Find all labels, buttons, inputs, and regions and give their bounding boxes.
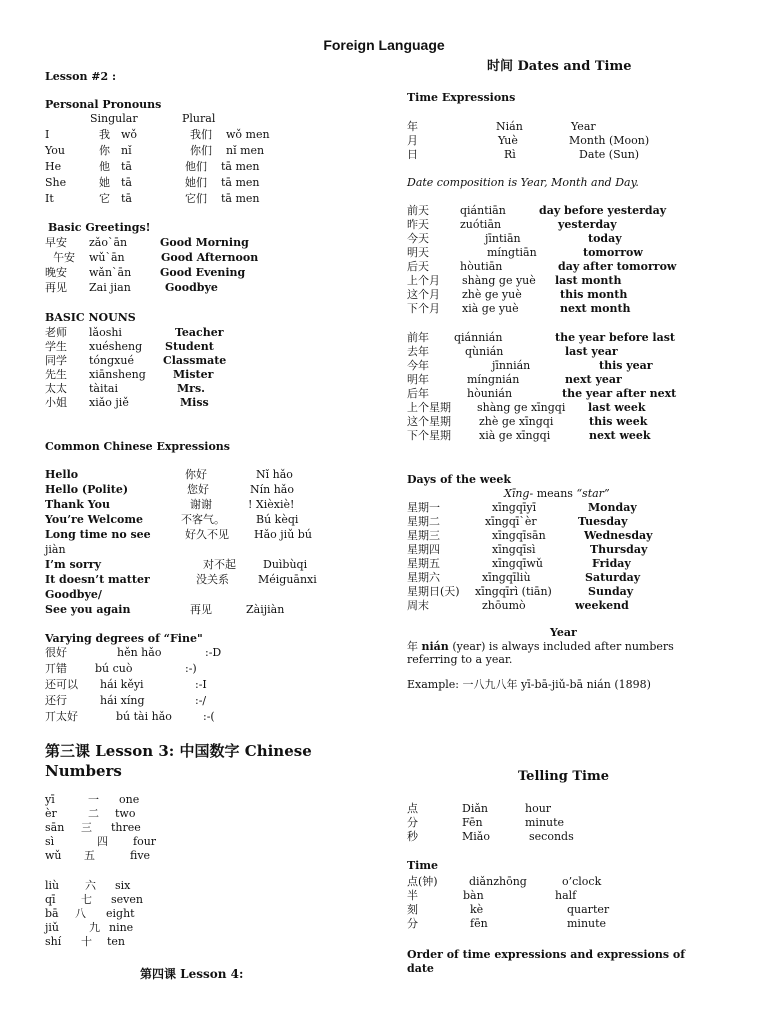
number-py: liù: [45, 879, 60, 892]
pronoun-singular-ch: 他: [99, 160, 110, 173]
weekday-ch: 星期三: [407, 529, 440, 542]
year-en: last week: [588, 401, 646, 414]
xing-note-star: “star”: [576, 487, 610, 500]
weekday-ch: 周末: [407, 599, 429, 612]
number-en: five: [130, 849, 151, 862]
noun-en: Student: [165, 340, 214, 353]
year-py: qiánnián: [454, 331, 503, 344]
noun-py: tàitai: [89, 382, 118, 395]
weekday-py: xīngqī`èr: [485, 515, 537, 528]
xing-note-means: - means: [529, 487, 577, 500]
expression-ch: 谢谢: [190, 498, 212, 511]
expression-py: Nín hǎo: [250, 483, 294, 496]
fine-py: hái xíng: [100, 694, 145, 707]
day-en: day after tomorrow: [558, 260, 677, 273]
year-py: qùnián: [465, 345, 504, 358]
expression-py: ! Xièxiè!: [248, 498, 295, 511]
order-heading: Order of time expressions and expressions of: [407, 948, 685, 961]
xing-note: [504, 487, 610, 501]
date-composition-note: Date composition is Year, Month and Day.: [407, 176, 639, 189]
weekday-py: xīngqīsān: [492, 529, 546, 542]
year-ch: 去年: [407, 345, 429, 358]
lesson-3-heading: 第三课 Lesson 3: 中国数字 Chinese: [45, 742, 312, 760]
expressions-heading: Common Chinese Expressions: [45, 440, 231, 453]
telling-ch: 点: [407, 802, 418, 815]
weekday-en: Friday: [592, 557, 631, 570]
weekday-py: xīngqīsì: [492, 543, 536, 556]
fine-py: bú cuò: [95, 662, 133, 675]
year-en: the year after next: [562, 387, 677, 400]
time-expr-en: Month (Moon): [569, 134, 650, 147]
weekday-ch: 星期六: [407, 571, 440, 584]
year-heading: Year: [550, 626, 577, 639]
year-note-line-1: [407, 640, 674, 654]
greeting-en: Goodbye: [165, 281, 218, 294]
pronoun-en: You: [45, 144, 66, 157]
number-en: six: [115, 879, 131, 892]
pronoun-en: It: [45, 192, 54, 205]
time-py: diǎnzhōng: [469, 875, 527, 888]
fine-emoticon: :-I: [195, 678, 207, 691]
expression-en: It doesn’t matter: [45, 573, 150, 586]
noun-en: Classmate: [163, 354, 227, 367]
day-ch: 明天: [407, 246, 429, 259]
number-ch: 一: [88, 793, 99, 806]
number-en: ten: [107, 935, 126, 948]
year-py: zhè ge xīngqi: [479, 415, 554, 428]
greeting-py: wǔ`ān: [89, 251, 125, 264]
lesson-4-heading: 第四课 Lesson 4:: [140, 967, 244, 981]
fine-heading: Varying degrees of “Fine": [45, 632, 203, 645]
number-ch: 二: [88, 807, 99, 820]
number-py: jiǔ: [45, 921, 60, 934]
weekday-en: Sunday: [588, 585, 634, 598]
fine-ch: 丌错: [45, 662, 67, 675]
fine-ch: 丌太好: [45, 710, 78, 723]
pronoun-singular-ch: 她: [99, 176, 110, 189]
expression-en: You’re Welcome: [45, 513, 143, 526]
day-ch: 前天: [407, 204, 429, 217]
weekday-py: xīngqīwǔ: [492, 557, 543, 570]
expression-wrap-text: jiàn: [45, 543, 66, 556]
noun-en: Mrs.: [177, 382, 205, 395]
time-ch: 刻: [407, 903, 418, 916]
day-ch: 这个月: [407, 288, 440, 301]
noun-en: Teacher: [175, 326, 224, 339]
expression-py: Bú kèqi: [256, 513, 299, 526]
day-py: shàng ge yuè: [462, 274, 536, 287]
day-py: hòutiān: [460, 260, 503, 273]
telling-py: Fēn: [462, 816, 483, 829]
time-expr-en: Year: [571, 120, 596, 133]
number-ch: 四: [97, 835, 108, 848]
noun-ch: 先生: [45, 368, 67, 381]
time-expr-ch: 月: [407, 134, 418, 147]
telling-ch: 秒: [407, 830, 418, 843]
expression-py: Méiguānxi: [258, 573, 317, 586]
lesson-2-label: Lesson #2 :: [45, 70, 117, 83]
noun-py: tóngxué: [89, 354, 134, 367]
pronoun-plural-py: tā men: [221, 160, 260, 173]
year-en: this year: [599, 359, 653, 372]
number-en: seven: [111, 893, 143, 906]
weekday-en: weekend: [575, 599, 629, 612]
number-ch: 五: [84, 849, 95, 862]
time-expr-ch: 日: [407, 148, 418, 161]
year-note-line-2: referring to a year.: [407, 653, 513, 666]
telling-en: hour: [525, 802, 552, 815]
number-py: wǔ: [45, 849, 62, 862]
noun-ch: 同学: [45, 354, 67, 367]
number-py: shí: [45, 935, 62, 948]
day-py: qiántiān: [460, 204, 506, 217]
nouns-heading: BASIC NOUNS: [45, 311, 136, 324]
expression-py: Zàijiàn: [246, 603, 285, 616]
pronoun-singular-py: tā: [121, 160, 132, 173]
document-title: Foreign Language: [323, 37, 445, 53]
plural-header: Plural: [182, 112, 216, 125]
year-ch: 下个星期: [407, 429, 451, 442]
time-en: minute: [567, 917, 607, 930]
day-en: day before yesterday: [539, 204, 667, 217]
noun-en: Miss: [180, 396, 209, 409]
weekday-en: Saturday: [585, 571, 641, 584]
expression-ch: 好久不见: [185, 528, 229, 541]
year-ch: 前年: [407, 331, 429, 344]
weekday-en: Tuesday: [578, 515, 628, 528]
number-ch: 九: [89, 921, 100, 934]
greeting-en: Good Afternoon: [161, 251, 259, 264]
year-py: xià ge xīngqi: [479, 429, 551, 442]
fine-ch: 很好: [45, 646, 67, 659]
pronoun-singular-ch: 我: [99, 128, 110, 141]
time-py: kè: [470, 903, 484, 916]
days-of-week-heading: Days of the week: [407, 473, 511, 486]
year-en: the year before last: [555, 331, 676, 344]
year-en: this week: [589, 415, 648, 428]
telling-ch: 分: [407, 816, 418, 829]
pronoun-en: He: [45, 160, 62, 173]
greeting-ch: 午安: [53, 251, 75, 264]
expression-ch: 再见: [190, 603, 212, 616]
day-py: xià ge yuè: [462, 302, 519, 315]
pronoun-singular-ch: 它: [99, 192, 110, 205]
noun-ch: 老师: [45, 326, 67, 339]
number-py: sì: [45, 835, 55, 848]
weekday-ch: 星期日(天): [407, 585, 460, 598]
greetings-heading: Basic Greetings!: [48, 221, 151, 234]
year-py: jīnnián: [492, 359, 531, 372]
number-ch: 七: [81, 893, 92, 906]
fine-emoticon: :-(: [203, 710, 215, 723]
number-py: sān: [45, 821, 65, 834]
year-py: shàng ge xīngqi: [477, 401, 566, 414]
number-py: èr: [45, 807, 57, 820]
year-en: next year: [565, 373, 622, 386]
fine-emoticon: :-): [185, 662, 197, 675]
time-expr-py: Nián: [496, 120, 523, 133]
time-ch: 点(钟): [407, 875, 438, 888]
number-py: qī: [45, 893, 56, 906]
pronoun-plural-py: nǐ men: [226, 144, 265, 157]
weekday-en: Monday: [588, 501, 637, 514]
pronoun-plural-ch: 我们: [190, 128, 212, 141]
time-en: o’clock: [562, 875, 602, 888]
greeting-py: wǎn`ān: [89, 266, 132, 279]
greeting-en: Good Evening: [160, 266, 246, 279]
noun-py: xiānsheng: [89, 368, 146, 381]
noun-py: xiǎo jiě: [89, 396, 129, 409]
year-en: next week: [589, 429, 651, 442]
greeting-ch: 再见: [45, 281, 67, 294]
pronoun-singular-ch: 你: [99, 144, 110, 157]
fine-ch: 还可以: [45, 678, 78, 691]
time-expr-en: Date (Sun): [579, 148, 640, 161]
telling-py: Miǎo: [462, 830, 490, 843]
number-py: yī: [45, 793, 55, 806]
weekday-py: xīngqīyī: [492, 501, 537, 514]
telling-time-heading: Telling Time: [518, 769, 609, 784]
expression-en: I’m sorry: [45, 558, 101, 571]
year-ch: 后年: [407, 387, 429, 400]
day-en: next month: [560, 302, 631, 315]
time-py: bàn: [463, 889, 484, 902]
number-py: bā: [45, 907, 59, 920]
day-en: today: [588, 232, 622, 245]
expression-en: Hello: [45, 468, 79, 481]
fine-py: hái kěyi: [100, 678, 144, 691]
year-en: last year: [565, 345, 618, 358]
year-note-pinyin: nián: [421, 640, 449, 653]
pronoun-plural-py: tā men: [221, 176, 260, 189]
day-py: míngtiān: [487, 246, 537, 259]
noun-ch: 学生: [45, 340, 67, 353]
time-expr-ch: 年: [407, 120, 418, 133]
greeting-py: Zai jian: [89, 281, 131, 294]
time-ch: 半: [407, 889, 418, 902]
time-expr-py: Rì: [504, 148, 516, 161]
number-ch: 十: [81, 935, 92, 948]
expression-en: Thank You: [45, 498, 110, 511]
year-example: Example: 一八九八年 yī-bā-jiǔ-bā nián (1898): [407, 678, 651, 691]
pronoun-en: I: [45, 128, 50, 141]
weekday-py: xīngqīliù: [482, 571, 531, 584]
day-py: jīntiān: [485, 232, 521, 245]
day-ch: 上个月: [407, 274, 440, 287]
day-en: yesterday: [558, 218, 617, 231]
weekday-py: zhōumò: [482, 599, 526, 612]
order-heading-wrap: date: [407, 962, 434, 975]
expression-ch: 不客气。: [181, 513, 225, 526]
day-ch: 下个月: [407, 302, 440, 315]
pronoun-en: She: [45, 176, 67, 189]
pronoun-singular-py: tā: [121, 192, 132, 205]
fine-emoticon: :-/: [195, 694, 207, 707]
number-en: nine: [109, 921, 134, 934]
expression-en: Hello (Polite): [45, 483, 129, 496]
telling-en: minute: [525, 816, 565, 829]
day-py: zhè ge yuè: [462, 288, 522, 301]
weekday-ch: 星期五: [407, 557, 440, 570]
greeting-py: zǎo`ān: [89, 236, 128, 249]
year-note-ch: 年: [407, 640, 418, 653]
singular-header: Singular: [90, 112, 138, 125]
day-ch: 今天: [407, 232, 429, 245]
expression-en: Long time no see: [45, 528, 151, 541]
pronoun-plural-py: wǒ men: [226, 128, 270, 141]
greeting-en: Good Morning: [160, 236, 249, 249]
expression-ch: 你好: [185, 468, 207, 481]
time-expr-py: Yuè: [498, 134, 518, 147]
pronoun-plural-ch: 你们: [190, 144, 212, 157]
expression-en: See you again: [45, 603, 131, 616]
noun-en: Mister: [173, 368, 214, 381]
day-ch: 昨天: [407, 218, 429, 231]
year-py: míngnián: [467, 373, 520, 386]
pronoun-plural-ch: 它们: [185, 192, 207, 205]
noun-py: lǎoshi: [89, 326, 122, 339]
day-ch: 后天: [407, 260, 429, 273]
year-ch: 这个星期: [407, 415, 451, 428]
number-ch: 六: [85, 879, 96, 892]
weekday-ch: 星期一: [407, 501, 440, 514]
day-en: this month: [560, 288, 628, 301]
pronoun-plural-ch: 他们: [185, 160, 207, 173]
lesson-3-heading-wrap: Numbers: [45, 762, 122, 780]
expression-py: Nǐ hǎo: [256, 468, 293, 481]
pronoun-singular-py: wǒ: [121, 128, 138, 141]
xing-note-term: Xīng: [504, 487, 530, 500]
day-en: last month: [555, 274, 622, 287]
telling-py: Diǎn: [462, 802, 488, 815]
time-expressions-heading: Time Expressions: [407, 91, 516, 104]
number-ch: 八: [75, 907, 86, 920]
expression-ch: 对不起: [203, 558, 236, 571]
fine-emoticon: :-D: [205, 646, 222, 659]
pronouns-heading: Personal Pronouns: [45, 98, 162, 111]
time-heading: Time: [407, 859, 439, 872]
weekday-ch: 星期二: [407, 515, 440, 528]
number-en: three: [111, 821, 141, 834]
noun-py: xuésheng: [89, 340, 143, 353]
weekday-en: Thursday: [590, 543, 648, 556]
number-en: two: [115, 807, 136, 820]
year-ch: 明年: [407, 373, 429, 386]
greeting-ch: 早安: [45, 236, 67, 249]
weekday-en: Wednesday: [584, 529, 653, 542]
telling-en: seconds: [529, 830, 574, 843]
pronoun-plural-ch: 她们: [185, 176, 207, 189]
number-ch: 三: [81, 821, 92, 834]
greeting-ch: 晚安: [45, 266, 67, 279]
time-en: half: [555, 889, 577, 902]
expression-py: Hǎo jiǔ bú: [254, 528, 312, 541]
pronoun-singular-py: tā: [121, 176, 132, 189]
number-en: eight: [106, 907, 135, 920]
year-ch: 上个星期: [407, 401, 451, 414]
expression-ch: 您好: [187, 483, 209, 496]
number-en: four: [133, 835, 157, 848]
weekday-py: xīngqīrì (tiān): [475, 585, 552, 598]
fine-py: hěn hǎo: [117, 646, 162, 659]
noun-ch: 小姐: [45, 396, 67, 409]
pronoun-singular-py: nǐ: [121, 144, 132, 157]
day-py: zuótiān: [460, 218, 502, 231]
expression-goodbye: Goodbye/: [45, 588, 102, 601]
dates-time-heading: 时间 Dates and Time: [487, 59, 632, 74]
year-py: hòunián: [467, 387, 513, 400]
expression-ch: 没关系: [196, 573, 229, 586]
pronoun-plural-py: tā men: [221, 192, 260, 205]
number-en: one: [119, 793, 140, 806]
year-note-text: (year) is always included after numbers: [452, 640, 674, 653]
noun-ch: 太太: [45, 382, 67, 395]
time-en: quarter: [567, 903, 610, 916]
day-en: tomorrow: [583, 246, 643, 259]
time-py: fēn: [470, 917, 488, 930]
time-ch: 分: [407, 917, 418, 930]
expression-py: Duìbùqi: [263, 558, 308, 571]
year-ch: 今年: [407, 359, 429, 372]
fine-ch: 还行: [45, 694, 67, 707]
fine-py: bú tài hǎo: [116, 710, 172, 723]
weekday-ch: 星期四: [407, 543, 440, 556]
